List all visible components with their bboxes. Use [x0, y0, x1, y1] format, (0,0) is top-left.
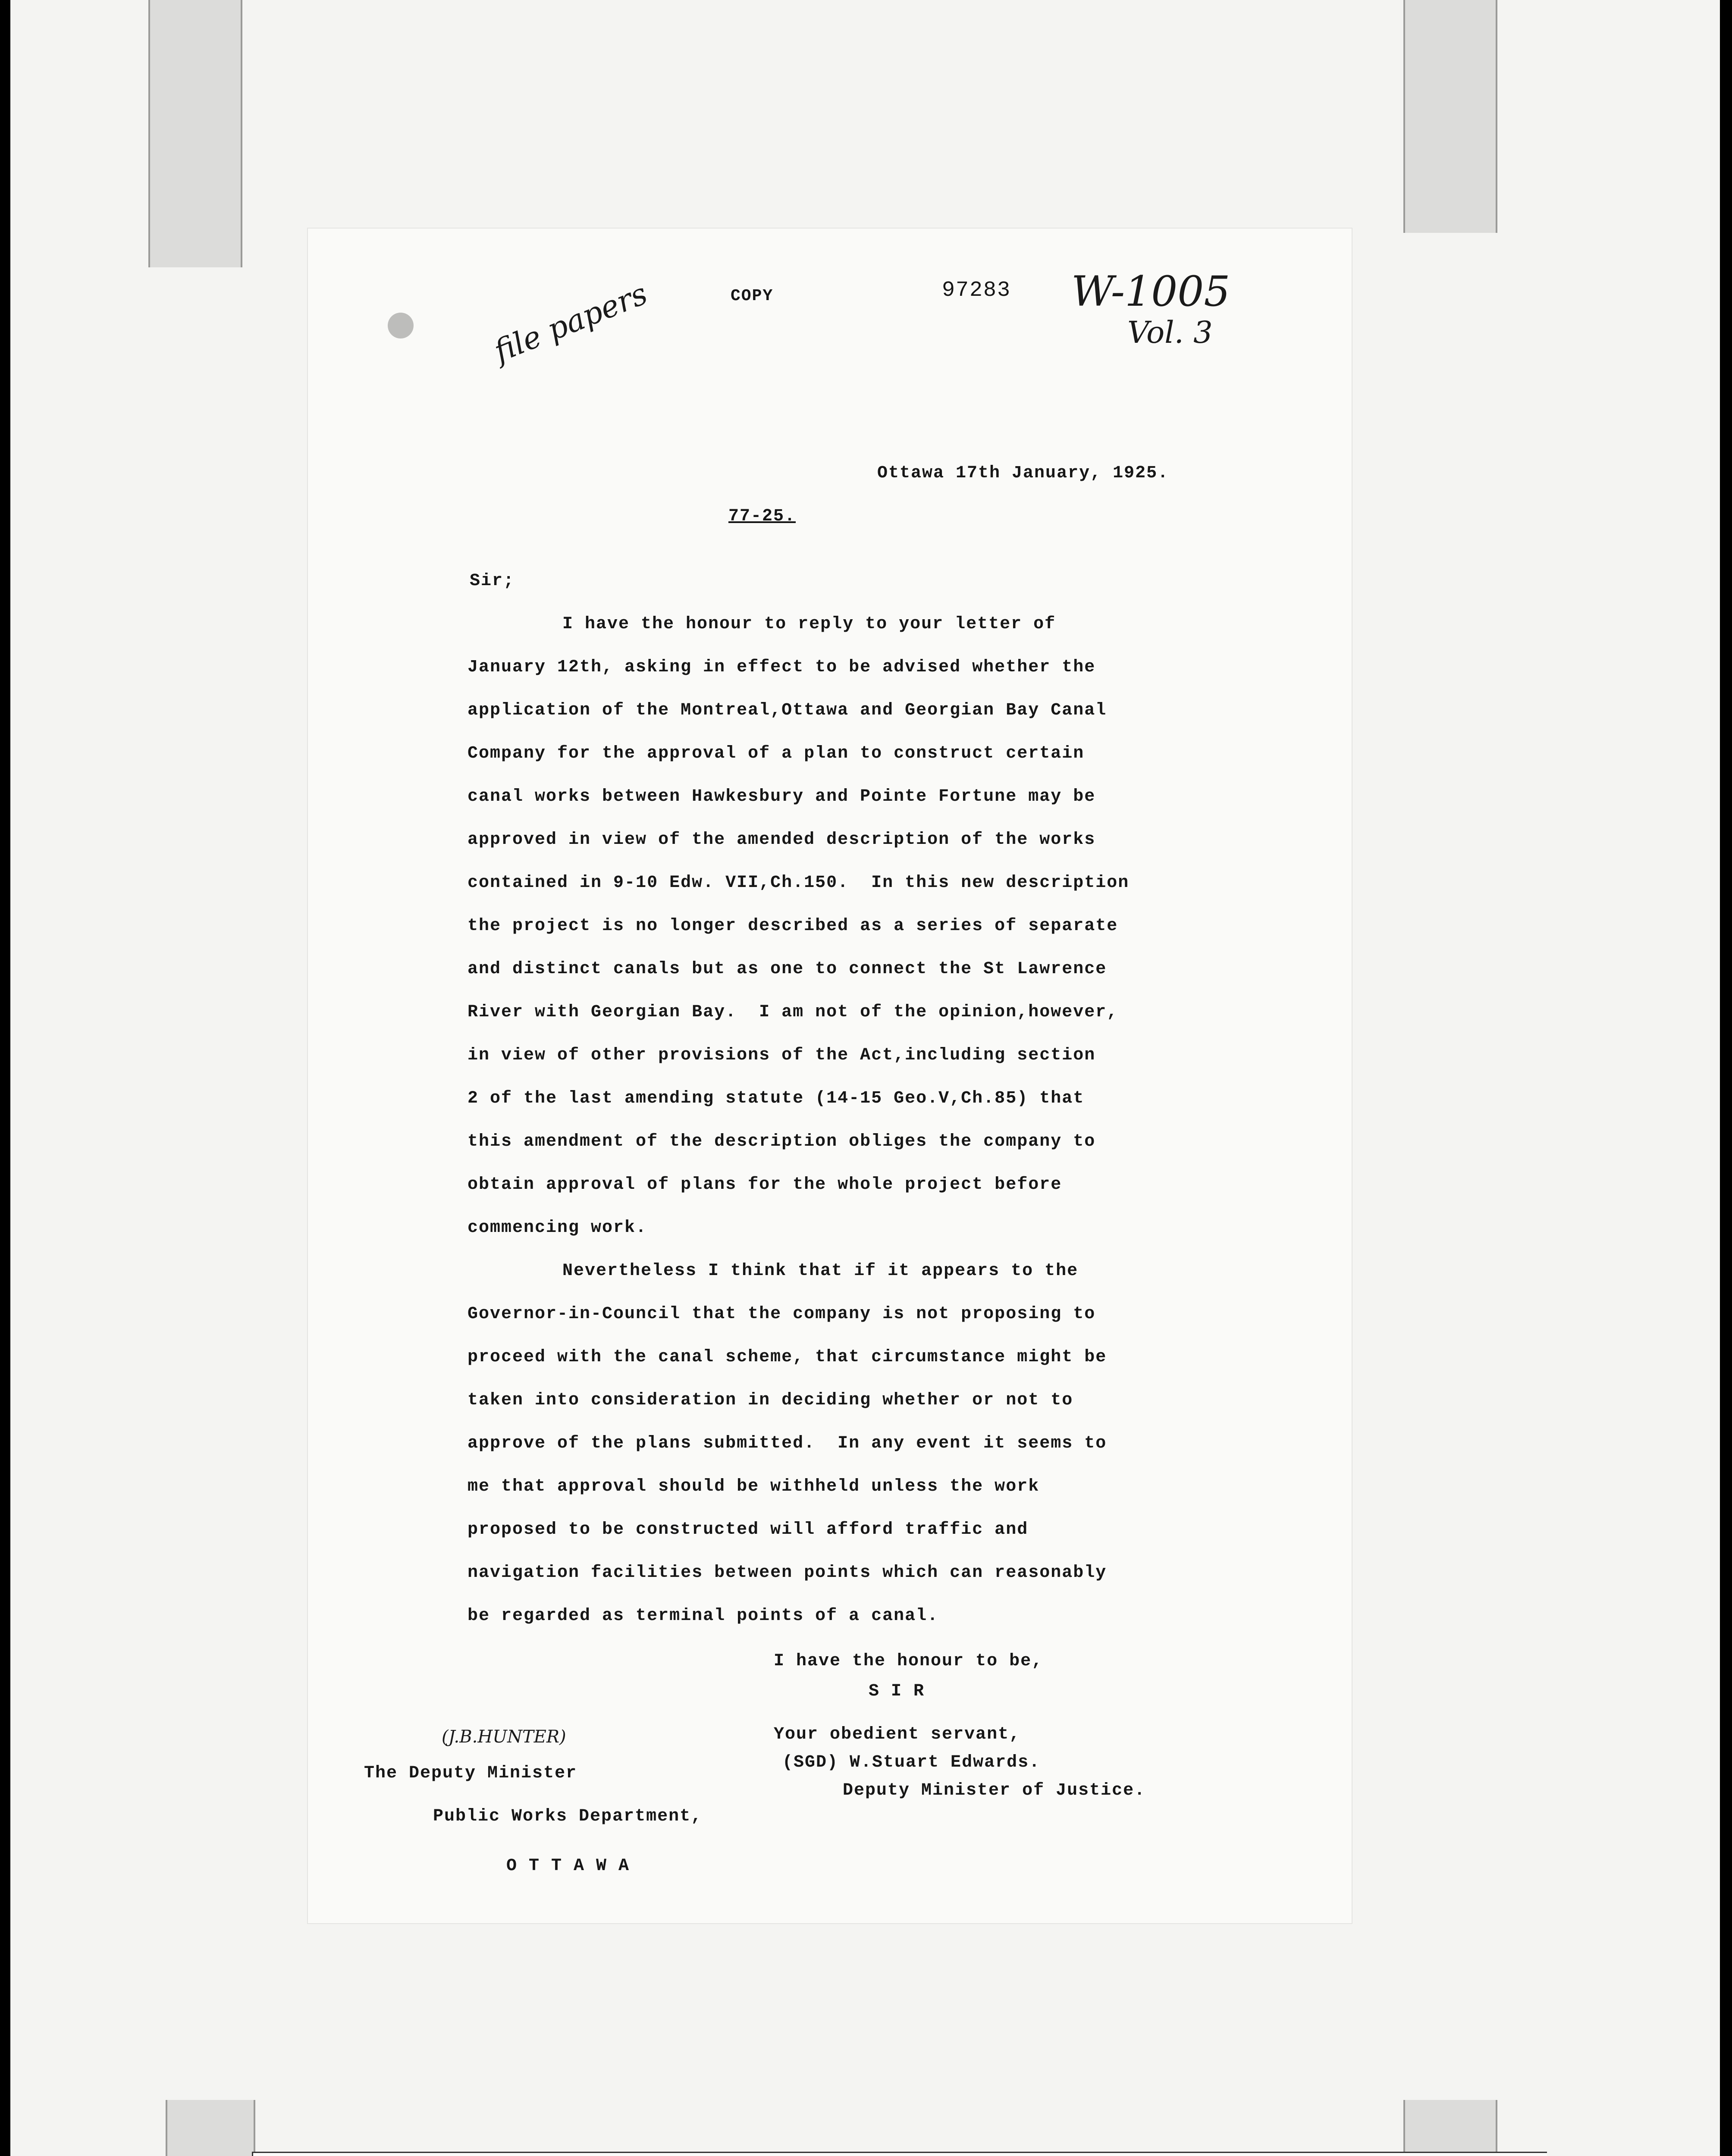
recipient-handwritten-name: (J.B.HUNTER) — [442, 1727, 566, 1747]
paragraph-2-line: be regarded as terminal points of a canal. — [468, 1606, 939, 1626]
paragraph-2-line: Governor-in-Council that the company is not proposing to — [468, 1304, 1096, 1324]
paragraph-1-line: obtain approval of plans for the whole project before — [468, 1175, 1062, 1194]
salutation: Sir; — [470, 571, 515, 591]
file-number: 97283 — [942, 278, 1011, 303]
paragraph-2-line: proposed to be constructed will afford traffic and — [468, 1520, 1029, 1539]
margin-note: file papers — [489, 276, 653, 370]
place-date: Ottawa 17th January, 1925. — [877, 464, 1169, 483]
reference-number: 77-25. — [728, 507, 796, 526]
recipient-line-1: The Deputy Minister — [364, 1764, 577, 1783]
paragraph-1-line: 2 of the last amending statute (14-15 Geo.V,Ch.85) that — [468, 1089, 1085, 1108]
paragraph-2-line: taken into consideration in deciding whether or not to — [468, 1391, 1073, 1410]
closing-phrase: I have the honour to be, — [774, 1651, 1043, 1671]
copy-mark: COPY — [731, 287, 774, 305]
paragraph-1-line: I have the honour to reply to your letter of — [562, 614, 1056, 634]
microfilm-frame — [10, 0, 1720, 2156]
bottom-left-tape — [166, 2100, 255, 2156]
signature-line: (SGD) W.Stuart Edwards. — [782, 1753, 1041, 1772]
paragraph-1-line: canal works between Hawkesbury and Pointe Fortune may be — [468, 787, 1096, 806]
recipient-city: O T T A W A — [506, 1856, 630, 1876]
paragraph-2-line: navigation facilities between points which can reasonably — [468, 1563, 1107, 1583]
paragraph-2-line: me that approval should be withheld unless the work — [468, 1477, 1040, 1496]
paragraph-2-line: proceed with the canal scheme, that circumstance might be — [468, 1348, 1107, 1367]
top-left-tape — [148, 0, 242, 267]
archives-caption-card — [252, 2152, 1547, 2156]
paragraph-1-line: in view of other provisions of the Act,including section — [468, 1046, 1096, 1065]
paragraph-1-line: Company for the approval of a plan to construct certain — [468, 744, 1085, 763]
paragraph-1-line: River with Georgian Bay. I am not of the opinion,however, — [468, 1003, 1118, 1022]
paragraph-1-line: January 12th, asking in effect to be advised whether the — [468, 658, 1096, 677]
paragraph-1-line: approved in view of the amended description of the works — [468, 830, 1096, 849]
paragraph-1-line: and distinct canals but as one to connect the St Lawrence — [468, 959, 1107, 979]
paragraph-1-line: contained in 9-10 Edw. VII,Ch.150. In this new description — [468, 873, 1130, 893]
paragraph-1-line: commencing work. — [468, 1218, 647, 1238]
file-annotation: W-1005 — [1071, 267, 1230, 316]
volume-annotation: Vol. 3 — [1127, 315, 1213, 350]
paragraph-2-line: Nevertheless I think that if it appears to the — [562, 1261, 1079, 1281]
paragraph-2-line: approve of the plans submitted. In any event it seems to — [468, 1434, 1107, 1453]
letter-page — [308, 229, 1352, 1923]
punch-hole — [388, 313, 414, 338]
paragraph-1-line: this amendment of the description obliges the company to — [468, 1132, 1096, 1151]
obedient-servant: Your obedient servant, — [774, 1725, 1021, 1744]
paragraph-1-line: application of the Montreal,Ottawa and Georgian Bay Canal — [468, 701, 1107, 720]
closing-sir: S I R — [869, 1682, 925, 1701]
bottom-right-tape — [1403, 2100, 1497, 2156]
signer-title: Deputy Minister of Justice. — [843, 1781, 1146, 1800]
paragraph-1-line: the project is no longer described as a series of separate — [468, 916, 1118, 936]
recipient-line-2: Public Works Department, — [433, 1807, 703, 1826]
top-right-tape — [1403, 0, 1497, 233]
